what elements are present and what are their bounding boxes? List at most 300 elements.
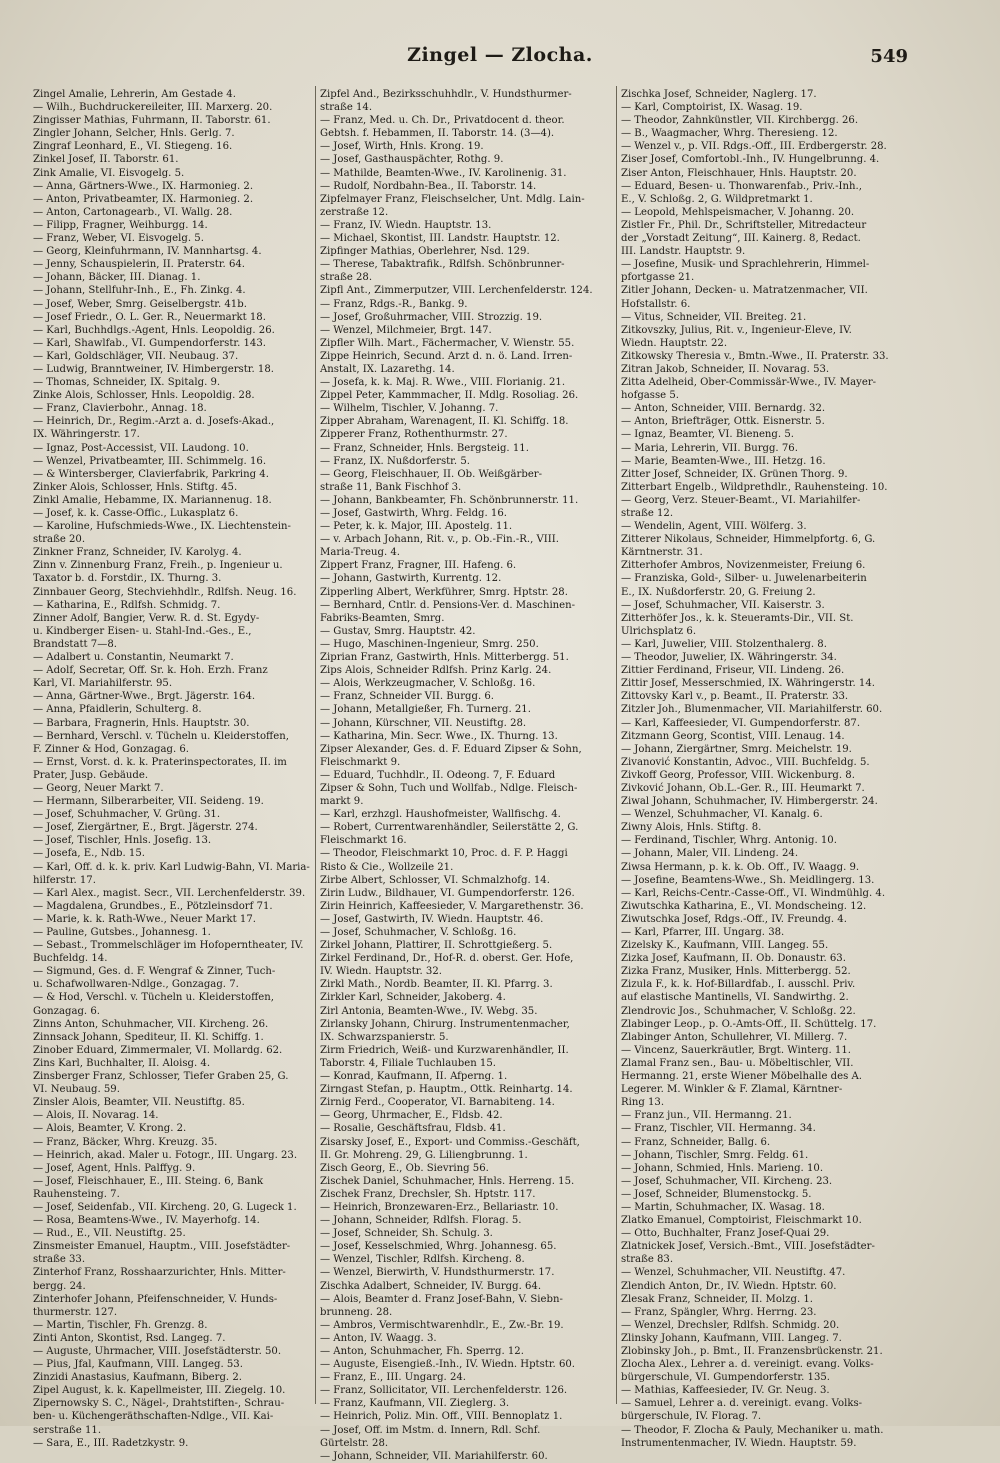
entry-column-2 [320,88,612,1462]
directory-entry-line: Zischka Adalbert, Schneider, IV. Burgg. 64. [320,1280,542,1292]
directory-entry-line: u. Schafwollwaren-Ndlge., Gonzagag. 7. [33,979,239,991]
directory-entry-line: — Johann, Schmied, Hnls. Marieng. 10. [621,1162,824,1174]
directory-entry-line: Fabriks-Beamten, Smrg. [320,612,445,624]
directory-entry-line: Zlendrovic Jos., Schuhmacher, V. Schloßg. 22. [621,1005,856,1017]
directory-entry-line: Zinker Alois, Schlosser, Hnls. Stiftg. 45. [33,481,238,493]
directory-entry-line: Zlabinger Leop., p. O.-Amts-Off., II. Schüttelg. 17. [621,1018,877,1030]
directory-entry-line: Zips Alois, Schneider Rdlfsh. Prinz Karlg. 24. [320,665,552,677]
directory-entry-line: — Johann, Schneider, Rdlfsh. Florag. 5. [320,1215,522,1227]
directory-entry-line: Zinti Anton, Skontist, Rsd. Langeg. 7. [33,1332,226,1344]
directory-entry-line: — Barbara, Fragnerin, Hnls. Hauptstr. 30. [33,717,250,729]
directory-entry-line: — Theodor, Juwelier, IX. Währingerstr. 34. [621,652,837,664]
directory-entry-line: — Adolf, Secretar, Off. Sr. k. Hoh. Erzh. Franz [33,665,268,677]
directory-entry-line: Zlocha Alex., Lehrer a. d. vereinigt. evang. Volks- [621,1359,874,1371]
directory-entry-line: Zitran Jakob, Schneider, II. Novarag. 53. [621,363,830,375]
directory-entry-line: — Franz, Schneider, Hnls. Bergsteig. 11. [320,442,529,454]
directory-entry-line: — Peter, k. k. Major, III. Apostelg. 11. [320,521,513,533]
directory-entry-line: Taborstr. 4, Filiale Tuchlauben 15. [320,1057,496,1069]
directory-entry-line: — Josef, Schuhmacher, V. Grüng. 31. [33,809,221,821]
directory-entry-line: — Therese, Tabaktrafik., Rdlfsh. Schönbrunner- [320,259,565,271]
directory-entry-line: — Johann, Gastwirth, Kurrentg. 12. [320,573,502,585]
directory-entry-line: Zittier Ferdinand, Friseur, VII. Lindeng. 26. [621,665,845,677]
directory-entry-line: — Ludwig, Branntweiner, IV. Himbergerstr. 18. [33,363,274,375]
directory-entry-line: — Katharina, Min. Secr. Wwe., IX. Thurng. 13. [320,730,558,742]
directory-entry-line: — Josef, Tischler, Hnls. Josefig. 13. [33,835,212,847]
directory-entry-line: — Josef, Gasthauspächter, Rothg. 9. [320,154,504,166]
directory-entry-line: — Franz, Kaufmann, VII. Zieglerg. 3. [320,1398,510,1410]
directory-entry-line: Zipernowsky S. C., Nägel-, Drahtstiften-, Schrau- [33,1398,285,1410]
directory-entry-line: Gonzagag. 6. [33,1005,100,1017]
directory-entry-line: Zizelsky K., Kaufmann, VIII. Langeg. 55. [621,940,829,952]
page-title: Zingel — Zlocha. [407,44,593,66]
directory-entry-line: Zirngast Stefan, p. Hauptm., Ottk. Reinhartg. 14. [320,1084,573,1096]
directory-entry-line: — Heinrich, Poliz. Min. Off., VIII. Bennoplatz 1. [320,1411,563,1423]
directory-entry-line: — Johann, Schneider, VII. Mariahilferstr. 60. [320,1450,548,1462]
directory-entry-line: — Alois, Beamter d. Franz Josef-Bahn, V. Siebn- [320,1293,563,1305]
directory-entry-line: Zipser Alexander, Ges. d. F. Eduard Zipser & Sohn, [320,743,582,755]
directory-entry-line: — Theodor, Zahnkünstler, VII. Kirchbergg. 26. [621,115,859,127]
directory-entry-line: — Martin, Schuhmacher, IX. Wasag. 18. [621,1201,825,1213]
directory-entry-line: — Josef, Schuhmacher, VII. Kircheng. 23. [621,1175,833,1187]
directory-entry-line: Zirbe Albert, Schlosser, VI. Schmalzhofg. 14. [320,874,550,886]
directory-entry-line: Zipfel And., Bezirksschuhhdlr., V. Hundsthurmer- [320,89,572,100]
directory-entry-line: — Josefa, E., Ndb. 15. [33,848,145,860]
directory-entry-line: Zizka Franz, Musiker, Hnls. Mitterbergg. 52. [621,966,851,978]
directory-entry-line: Zivanović Konstantin, Advoc., VIII. Buchfeldg. 5. [621,756,870,768]
directory-entry-line: — Pius, Jfal, Kaufmann, VIII. Langeg. 53. [33,1359,243,1371]
directory-entry-line: — Josef, Schneider, Blumenstockg. 5. [621,1188,812,1200]
page-number: 549 [870,46,908,67]
directory-entry-line: Zischka Josef, Schneider, Naglerg. 17. [621,89,817,100]
directory-entry-line: Zippe Heinrich, Secund. Arzt d. n. ö. Land. Irren- [320,350,573,362]
directory-entry-line: — Rud., E., VII. Neustiftg. 25. [33,1228,186,1240]
directory-entry-line: — Sebast., Trommelschläger im Hofoperntheater, IV. [33,940,304,952]
directory-entry-line: — Anton, Schneider, VIII. Bernardg. 32. [621,403,826,415]
directory-entry-line: — Sara, E., III. Radetzkystr. 9. [33,1437,189,1449]
directory-entry-line: Risto & Cie., Wollzeile 21. [320,861,454,873]
directory-entry-line: Zinsberger Franz, Schlosser, Tiefer Graben 25, G. [33,1071,289,1083]
directory-entry-line: — Josefa, k. k. Maj. R. Wwe., VIII. Florianig. 21. [320,377,566,389]
directory-entry-line: Zipperling Albert, Werkführer, Smrg. Hptstr. 28. [320,586,568,598]
directory-entry-line: Zipfelmayer Franz, Fleischselcher, Unt. Mdlg. Lain- [320,193,585,205]
directory-entry-line: Ziser Josef, Comfortobl.-Inh., IV. Hungelbrunng. 4. [621,154,880,166]
directory-entry-line: Zitterhofer Ambros, Novizenmeister, Freiung 6. [621,560,866,572]
directory-entry-line: — Wilhelm, Tischler, V. Johanng. 7. [320,403,499,415]
directory-entry-line: straße 20. [33,534,86,546]
directory-entry-line: — Franz jun., VII. Hermanng. 21. [621,1110,792,1122]
directory-entry-line: — Eduard, Besen- u. Thonwarenfab., Priv.-Inh., [621,180,862,192]
directory-entry-line: Zlesak Franz, Schneider, II. Molzg. 1. [621,1293,814,1305]
directory-entry-line: Zinzidi Anastasius, Kaufmann, Biberg. 2. [33,1372,242,1384]
directory-entry-line: Zisch Georg, E., Ob. Sievring 56. [320,1162,489,1174]
directory-entry-line: — Vitus, Schneider, VII. Breiteg. 21. [621,311,807,323]
directory-entry-line: Zittir Josef, Messerschmied, IX. Währingerstr. 14. [621,678,875,690]
directory-entry-line: Zlobinsky Joh., p. Bmt., II. Franzensbrückenstr. 21. [621,1346,883,1357]
directory-entry-line: Zirin Ludw., Bildhauer, VI. Gumpendorferstr. 126. [320,887,575,899]
directory-entry-line: Hermanng. 21, erste Wiener Möbelhalle des A. [621,1071,863,1083]
directory-entry-line: Zivkoff Georg, Professor, VIII. Wickenburg. 8. [621,769,855,781]
directory-entry-line: Anstalt, IX. Lazarethg. 14. [320,363,455,375]
directory-entry-line: Zizula F., k. k. Hof-Billardfab., I. ausschl. Priv. [621,979,856,991]
directory-entry-line: — Josef, k. k. Casse-Offic., Lukasplatz 6. [33,508,239,519]
directory-entry-line: Zipper Abraham, Warenagent, II. Kl. Schiffg. 18. [320,416,569,428]
directory-entry-line: — Otto, Buchhalter, Franz Josef-Quai 29. [621,1228,830,1240]
directory-entry-line: — Anton, Privatbeamter, IX. Harmonieg. 2. [33,193,254,205]
directory-entry-line: — Thomas, Schneider, IX. Spitalg. 9. [33,377,221,389]
directory-entry-line: F. Zinner & Hod, Gonzagag. 6. [33,743,190,755]
directory-entry-line: u. Kindberger Eisen- u. Stahl-Ind.-Ges., E., [33,625,252,637]
directory-entry-line: — v. Arbach Johann, Rit. v., p. Ob.-Fin.-R., VIII. [320,534,559,546]
directory-entry-line: Hofstallstr. 6. [621,298,691,310]
directory-entry-line: Zinns Anton, Schuhmacher, VII. Kircheng. 26. [33,1018,269,1030]
directory-entry-line: — Katharina, E., Rdlfsh. Schmidg. 7. [33,599,221,611]
directory-entry-line: — Rosalie, Geschäftsfrau, Fldsb. 41. [320,1123,506,1135]
directory-entry-line: Zinn v. Zinnenburg Franz, Freih., p. Ingenieur u. [33,560,283,572]
directory-entry-line: — Wilh., Buchdruckereileiter, III. Marxerg. 20. [33,102,273,114]
directory-entry-line: bürgerschule, VI. Gumpendorferstr. 135. [621,1372,831,1384]
directory-entry-line: — Vincenz, Sauerkräutler, Brgt. Winterg. 11. [621,1044,851,1056]
directory-entry-line: — Josefine, Beamtens-Wwe., Sh. Meidlingerg. 13. [621,874,875,886]
directory-entry-line: — Karl, Comptoirist, IX. Wasag. 19. [621,102,803,114]
directory-entry-line: Zinterhof Franz, Rosshaarzurichter, Hnls. Mitter- [33,1267,286,1279]
directory-entry-line: — Wendelin, Agent, VIII. Wölferg. 3. [621,521,807,533]
directory-entry-line: Zippert Franz, Fragner, III. Hafeng. 6. [320,560,517,572]
directory-entry-line: Brandstatt 7—8. [33,638,117,650]
directory-entry-line: Zinnsack Johann, Spediteur, II. Kl. Schiffg. 1. [33,1031,264,1043]
directory-entry-line: — & Wintersberger, Clavierfabrik, Parkring 4. [33,468,269,480]
directory-entry-line: Zizka Josef, Kaufmann, II. Ob. Donaustr. 63. [621,953,846,965]
directory-entry-line: — Ernst, Vorst. d. k. k. Praterinspectorates, II. im [33,756,287,768]
directory-entry-line: — Josef, Großuhrmacher, VIII. Strozzig. 19. [320,311,543,323]
directory-entry-line: — Eduard, Tuchhdlr., II. Odeong. 7, F. Eduard [320,769,556,781]
directory-entry-line: — Karl, Goldschläger, VII. Neubaug. 37. [33,350,239,362]
directory-entry-line: — Leopold, Mehlspeismacher, V. Johanng. 20. [621,206,855,218]
directory-entry-line: — Rudolf, Nordbahn-Bea., II. Taborstr. 14. [320,180,537,192]
directory-entry-line: — Johann, Stellfuhr-Inh., E., Fh. Zinkg. 4. [33,285,246,297]
directory-entry-line: — Anna, Pfaidlerin, Schulterg. 8. [33,704,202,716]
directory-entry-line: hofgasse 5. [621,390,679,402]
directory-entry-line: Zingraf Leonhard, E., VI. Stiegeng. 16. [33,141,233,153]
directory-entry-line: Taxator b. d. Forstdir., IX. Thurng. 3. [33,573,222,585]
directory-entry-line: Karl, VI. Mariahilferstr. 95. [33,678,173,690]
directory-entry-line: Zipperer Franz, Rothenthurmstr. 27. [320,429,508,441]
directory-entry-line: — Josef, Seidenfab., VII. Kircheng. 20, G. Lugeck 1. [33,1201,297,1213]
directory-entry-line: — B., Waagmacher, Whrg. Theresieng. 12. [621,128,838,140]
directory-entry-line: — Josef, Schneider, Sh. Schulg. 3. [320,1228,493,1240]
directory-entry-line: Zinkner Franz, Schneider, IV. Karolyg. 4. [33,547,242,559]
directory-entry-line: hilferstr. 17. [33,874,96,886]
directory-entry-line: — Georg, Verz. Steuer-Beamt., VI. Mariahilfer- [621,494,861,506]
directory-entry-line: Ring 13. [621,1097,665,1109]
directory-entry-line: II. Gr. Mohreng. 29, G. Liliengbrunng. 1. [320,1149,528,1161]
directory-entry-line: Zlendich Anton, Dr., IV. Wiedn. Hptstr. 60. [621,1280,837,1292]
directory-entry-line: Zinsler Alois, Beamter, VII. Neustiftg. 85. [33,1097,245,1109]
directory-entry-line: — Alois, Beamter, V. Krong. 2. [33,1123,187,1135]
directory-entry-line: — Auguste, Eisengieß.-Inh., IV. Wiedn. Hptstr. 60. [320,1359,576,1371]
directory-entry-line: — Johann, Bäcker, III. Dianag. 1. [33,272,201,284]
directory-entry-line: — Hermann, Silberarbeiter, VII. Seideng. 19. [33,796,264,808]
directory-entry-line: Zitzler Joh., Blumenmacher, VII. Mariahilferstr. 60. [621,704,883,716]
directory-entry-line: Zischek Franz, Drechsler, Sh. Hptstr. 117. [320,1188,536,1200]
directory-entry-line: — Theodor, F. Zlocha & Pauly, Mechaniker u. math. [621,1424,884,1436]
directory-entry-line: Zingel Amalie, Lehrerin, Am Gestade 4. [33,89,236,100]
directory-entry-line: — Josef, Wirth, Hnls. Krong. 19. [320,141,484,153]
directory-entry-line: — Franziska, Gold-, Silber- u. Juwelenarbeiterin [621,573,867,585]
directory-entry-line: Zitterbart Engelb., Wildprethdlr., Rauhensteing. 10. [621,481,888,493]
directory-entry-line: markt 9. [320,796,364,808]
directory-entry-line: III. Landstr. Hauptstr. 9. [621,246,746,258]
directory-entry-line: Zitterhöfer Jos., k. k. Steueramts-Dir., VII. St. [621,612,854,624]
directory-entry-line: Instrumentenmacher, IV. Wiedn. Hauptstr. 59. [621,1437,857,1449]
directory-entry-line: — Karl, Shawlfab., VI. Gumpendorferstr. 143. [33,337,266,349]
directory-entry-line: Ulrichsplatz 6. [621,625,697,637]
directory-entry-line: — Marie, Beamten-Wwe., III. Hetzg. 16. [621,455,826,467]
directory-entry-line: Gürtelstr. 28. [320,1437,389,1449]
directory-entry-line: Zipfinger Mathias, Oberlehrer, Nsd. 129. [320,246,530,258]
entry-column-1 [33,88,310,1449]
directory-entry-line: — Franz, Spängler, Whrg. Herrng. 23. [621,1306,817,1318]
directory-entry-line: — Josef, Off. im Mstm. d. Innern, Rdl. Schf. [320,1424,541,1436]
directory-entry-line: — Jenny, Schauspielerin, II. Praterstr. 64. [33,259,246,271]
directory-entry-line: — Hugo, Maschinen-Ingenieur, Smrg. 250. [320,638,539,650]
directory-entry-line: — Karl, erzhzgl. Haushofmeister, Wallfischg. 4. [320,809,561,821]
directory-entry-line: — Robert, Currentwarenhändler, Seilerstätte 2, G. [320,822,579,834]
directory-entry-line: — Josefine, Musik- und Sprachlehrerin, Himmel- [621,259,870,271]
directory-entry-line: — Adalbert u. Constantin, Neumarkt 7. [33,652,234,664]
directory-entry-line: Zingler Johann, Selcher, Hnls. Gerlg. 7. [33,128,235,140]
directory-entry-line: Zinsmeister Emanuel, Hauptm., VIII. Josefstädter- [33,1241,291,1253]
directory-entry-line: — Franz, Med. u. Ch. Dr., Privatdocent d. theor. [320,115,565,127]
directory-entry-line: IV. Wiedn. Hauptstr. 32. [320,966,442,978]
directory-entry-line: Ziwutschka Josef, Rdgs.-Off., IV. Freundg. 4. [621,913,847,925]
directory-entry-line: — Heinrich, Dr., Regim.-Arzt a. d. Josefs-Akad., [33,416,275,428]
directory-entry-line: Zlatko Emanuel, Comptoirist, Fleischmarkt 10. [621,1215,862,1227]
directory-entry-line: Zinke Alois, Schlosser, Hnls. Leopoldig. 28. [33,390,255,402]
directory-entry-line: — Karl, Juwelier, VIII. Stolzenthalerg. 8. [621,638,827,650]
directory-entry-line: — Karl, Off. d. k. k. priv. Karl Ludwig-Bahn, VI. Maria- [33,861,310,873]
directory-entry-line: — Mathilde, Beamten-Wwe., IV. Karolinenig. 31. [320,167,567,179]
directory-entry-line: Zischek Daniel, Schuhmacher, Hnls. Herreng. 15. [320,1175,575,1187]
directory-entry-line: — Josef, Gastwirth, IV. Wiedn. Hauptstr. 46. [320,913,544,925]
directory-entry-line: — Johann, Maler, VII. Lindeng. 24. [621,848,799,860]
directory-entry-line: — Franz, Sollicitator, VII. Lerchenfelderstr. 126. [320,1385,568,1397]
directory-entry-line: Gebtsh. f. Hebammen, II. Taborstr. 14. (3—4). [320,128,555,140]
directory-entry-line: — Alois, II. Novarag. 14. [33,1110,159,1122]
directory-entry-line: — Gustav, Smrg. Hauptstr. 42. [320,625,476,637]
directory-entry-line: — Karl Alex., magist. Secr., VII. Lerchenfelderstr. 39. [33,887,306,899]
directory-entry-line: — Theodor, Fleischmarkt 10, Proc. d. F. P. Haggi [320,848,568,860]
directory-entry-line: — & Hod, Verschl. v. Tücheln u. Kleiderstoffen, [33,992,274,1004]
directory-entry-line: — Wenzel, Bierwirth, V. Hundsthurmerstr. 17. [320,1267,555,1279]
directory-entry-line: Zitter Josef, Schneider, IX. Grünen Thorg. 9. [621,468,848,480]
directory-entry-line: Zipser & Sohn, Tuch und Wollfab., Ndlge. Fleisch- [320,782,578,794]
directory-entry-line: — Johann, Metallgießer, Fh. Turnerg. 21. [320,704,531,716]
directory-entry-line: — Georg, Fleischhauer, II. Ob. Weißgärber- [320,468,543,480]
directory-entry-line: — Wenzel, Schuhmacher, VII. Neustiftg. 47. [621,1267,846,1279]
directory-entry-line: Ziprian Franz, Gastwirth, Hnls. Mitterbergg. 51. [320,652,569,664]
directory-entry-line: — Filipp, Fragner, Weihburgg. 14. [33,219,208,231]
directory-entry-line: Zingisser Mathias, Fuhrmann, II. Taborstr. 61. [33,115,271,127]
directory-entry-line: — Karl, Buchhdlgs.-Agent, Hnls. Leopoldig. 26. [33,324,275,336]
directory-entry-line: Ziwutschka Katharina, E., VI. Mondscheing. 12. [621,900,867,912]
directory-entry-line: Zipfl Ant., Zimmerputzer, VIII. Lerchenfelderstr. 124. [320,285,593,297]
directory-entry-line: Zinner Adolf, Bangier, Verw. R. d. St. Egydy- [33,612,260,624]
directory-entry-line: Prater, Jusp. Gebäude. [33,769,149,781]
directory-entry-line: — Josef, Gastwirth, Whrg. Feldg. 16. [320,508,507,519]
directory-entry-line: — Magdalena, Grundbes., E., Pötzleinsdorf 71. [33,900,273,912]
directory-entry-line: Ziwsa Hermann, p. k. k. Ob. Off., IV. Waagg. 9. [621,861,860,873]
directory-entry-line: — Pauline, Gutsbes., Johannesg. 1. [33,927,211,938]
directory-entry-line: Zitkovszky, Julius, Rit. v., Ingenieur-Eleve, IV. [621,324,852,336]
directory-entry-line: straße 33. [33,1254,86,1266]
directory-entry-line: straße 11, Bank Fischhof 3. [320,481,462,493]
directory-entry-line: Zitler Johann, Decken- u. Matratzenmacher, VII. [621,285,868,297]
directory-entry-line: — Sigmund, Ges. d. F. Wengraf & Zinner, Tuch- [33,966,276,978]
directory-entry-line: Fleischmarkt 16. [320,835,407,847]
directory-entry-line: — Karl, Reichs-Centr.-Casse-Off., VI. Windmühlg. 4. [621,887,886,899]
directory-entry-line: Zistler Fr., Phil. Dr., Schriftsteller, Mitredacteur [621,219,867,231]
directory-entry-line: — Georg, Kleinfuhrmann, IV. Mannhartsg. 4. [33,246,262,258]
directory-entry-line: thurmerstr. 127. [33,1306,118,1318]
directory-entry-line: — Marie, k. k. Rath-Wwe., Neuer Markt 17. [33,913,256,925]
directory-entry-line: Fleischmarkt 9. [320,756,401,768]
directory-entry-line: — Franz, Bäcker, Whrg. Kreuzg. 35. [33,1136,218,1148]
directory-entry-line: — Josef, Ziergärtner, E., Brgt. Jägerstr. 274. [33,822,258,834]
directory-entry-line: bürgerschule, IV. Florag. 7. [621,1411,762,1423]
directory-entry-line: — Franz, Schneider VII. Burgg. 6. [320,691,495,703]
directory-entry-line: — Karl, Pfarrer, III. Ungarg. 38. [621,927,785,938]
directory-entry-line: Zisarsky Josef, E., Export- und Commiss.-Geschäft, [320,1136,580,1148]
directory-entry-line: — Samuel, Lehrer a. d. vereinigt. evang. Volks- [621,1398,863,1410]
directory-entry-line: — Karoline, Hufschmieds-Wwe., IX. Liechtenstein- [33,521,291,533]
directory-entry-line: Zinnbauer Georg, Stechviehhdlr., Rdlfsh. Neug. 16. [33,586,297,598]
directory-entry-line: Zlamal Franz sen., Bau- u. Möbeltischler, VII. [621,1057,854,1069]
directory-entry-line: Wiedn. Hauptstr. 22. [621,337,728,349]
directory-entry-line: Zitta Adelheid, Ober-Commissär-Wwe., IV. Mayer- [621,377,877,389]
directory-entry-line: Legerer. M. Winkler & F. Zlamal, Kärntner- [621,1084,843,1096]
directory-entry-line: — Franz, IV. Wiedn. Hauptstr. 13. [320,219,492,231]
column-divider [315,86,316,1404]
directory-entry-line: — Wenzel, Milchmeier, Brgt. 147. [320,324,492,336]
directory-entry-line: Zlinsky Johann, Kaufmann, VIII. Langeg. 7. [621,1332,842,1344]
directory-entry-line: — Franz, Schneider, Ballg. 6. [621,1136,771,1148]
directory-entry-line: — Wenzel v., p. VII. Rdgs.-Off., III. Erdbergerstr. 28. [621,141,887,153]
directory-entry-line: — Ignaz, Post-Accessist, VII. Laudong. 10. [33,442,249,454]
directory-entry-line: Zirin Heinrich, Kaffeesieder, V. Margarethenstr. 36. [320,900,584,912]
directory-entry-line: — Johann, Tischler, Smrg. Feldg. 61. [621,1149,809,1161]
directory-entry-line: — Anna, Gärtners-Wwe., IX. Harmonieg. 2. [33,180,254,192]
directory-entry-line: serstraße 11. [33,1424,102,1436]
directory-entry-line: Zinterhofer Johann, Pfeifenschneider, V. Hunds- [33,1293,278,1305]
directory-entry-line: — Anton, Cartonagearb., VI. Wallg. 28. [33,206,233,218]
directory-entry-line: — Josef, Schuhmacher, VII. Kaiserstr. 3. [621,599,825,611]
directory-entry-line: Maria-Treug. 4. [320,547,401,559]
directory-entry-line: Zlatnickek Josef, Versich.-Bmt., VIII. Josefstädter- [621,1241,875,1253]
directory-entry-line: Zipel August, k. k. Kapellmeister, III. Ziegelg. 10. [33,1385,286,1397]
directory-entry-line: — Maria, Lehrerin, VII. Burgg. 76. [621,442,798,454]
directory-entry-line: — Wenzel, Schuhmacher, VI. Kanalg. 6. [621,809,823,821]
directory-entry-line: — Mathias, Kaffeesieder, IV. Gr. Neug. 3. [621,1385,830,1397]
directory-entry-line: — Konrad, Kaufmann, II. Afperng. 1. [320,1071,508,1083]
directory-entry-line: straße 14. [320,102,373,114]
directory-entry-line: — Bernhard, Cntlr. d. Pensions-Ver. d. Maschinen- [320,599,576,611]
directory-entry-line: — Ignaz, Beamter, VI. Bieneng. 5. [621,429,794,441]
directory-entry-line: Zinkl Amalie, Hebamme, IX. Mariannenug. 18. [33,494,272,506]
directory-entry-line: bergg. 24. [33,1280,86,1292]
directory-entry-line: — Georg, Neuer Markt 7. [33,782,164,794]
directory-entry-line: — Rosa, Beamtens-Wwe., IV. Mayerhofg. 14. [33,1215,260,1227]
directory-entry-line: Zipfler Wilh. Mart., Fächermacher, V. Wienstr. 55. [320,337,575,349]
directory-entry-line: — Martin, Tischler, Fh. Grenzg. 8. [33,1319,208,1331]
directory-entry-line: — Franz, Rdgs.-R., Bankg. 9. [320,298,468,310]
column-divider [616,86,617,1404]
directory-entry-line: Ziwny Alois, Hnls. Stiftg. 8. [621,822,762,834]
directory-entry-line: Zittovsky Karl v., p. Beamt., II. Praterstr. 33. [621,691,849,703]
directory-entry-line: IX. Schwarzspanierstr. 5. [320,1031,449,1043]
directory-entry-line: — Johann, Ziergärtner, Smrg. Meichelstr. 19. [621,743,852,755]
directory-entry-line: Zirm Friedrich, Weiß- und Kurzwarenhändler, II. [320,1044,569,1056]
directory-entry-line: straße 28. [320,272,373,284]
directory-entry-line: der „Vorstadt Zeitung“, III. Kainerg. 8, Redact. [621,233,861,245]
directory-entry-line: Ziser Anton, Fleischhauer, Hnls. Hauptstr. 20. [621,167,857,179]
directory-entry-line: Ziwal Johann, Schuhmacher, IV. Himbergerstr. 24. [621,796,878,808]
directory-entry-line: — Wenzel, Tischler, Rdlfsh. Kircheng. 8. [320,1254,525,1266]
directory-entry-line: — Josef, Agent, Hnls. Palffyg. 9. [33,1162,196,1174]
entry-column-3 [621,88,909,1449]
directory-entry-line: zerstraße 12. [320,206,389,218]
directory-entry-line: Rauhensteing. 7. [33,1188,120,1200]
directory-entry-line: straße 83. [621,1254,674,1266]
directory-entry-line: Zirkl Math., Nordb. Beamter, II. Kl. Pfarrg. 3. [320,979,553,991]
directory-entry-line: straße 12. [621,508,674,519]
directory-entry-line: — Johann, Kürschner, VII. Neustiftg. 28. [320,717,527,729]
directory-entry-line: — Josef, Kesselschmied, Whrg. Johannesg. 65. [320,1241,557,1253]
directory-entry-line: Zlabinger Anton, Schullehrer, VI. Millerg. 7. [621,1031,848,1043]
directory-entry-line: — Bernhard, Verschl. v. Tücheln u. Kleiderstoffen, [33,730,289,742]
directory-entry-line: — Josef, Schuhmacher, V. Schloßg. 16. [320,927,517,938]
directory-entry-line: Zirnig Ferd., Cooperator, VI. Barnabiteng. 14. [320,1097,555,1109]
directory-entry-line: — Franz, Tischler, VII. Hermanng. 34. [621,1123,816,1135]
directory-entry-line: — Franz, Weber, VI. Eisvogelg. 5. [33,233,204,245]
directory-entry-line: Buchfeldg. 14. [33,953,108,965]
directory-entry-line: Zitterer Nikolaus, Schneider, Himmelpfortg. 6, G. [621,534,876,546]
directory-entry-line: — Franz, IX. Nußdorferstr. 5. [320,455,470,467]
directory-entry-line: Zirkel Ferdinand, Dr., Hof-R. d. oberst. Ger. Hofe, [320,953,574,965]
directory-entry-line: — Anton, Briefträger, Ottk. Eisnerstr. 5. [621,416,825,428]
directory-entry-line: Kärntnerstr. 31. [621,547,703,559]
directory-entry-line: — Anna, Gärtner-Wwe., Brgt. Jägerstr. 164. [33,691,256,703]
directory-entry-line: IX. Währingerstr. 17. [33,429,140,441]
directory-entry-line: — Franz, E., III. Ungarg. 24. [320,1372,466,1384]
directory-entry-line: — Heinrich, Bronzewaren-Erz., Bellariastr. 10. [320,1201,559,1213]
directory-entry-line: Zirlansky Johann, Chirurg. Instrumentenmacher, [320,1018,570,1030]
directory-entry-line: Zins Karl, Buchhalter, II. Aloisg. 4. [33,1057,211,1069]
directory-entry-line: Zinkel Josef, II. Taborstr. 61. [33,154,179,166]
directory-entry-line: VI. Neubaug. 59. [33,1084,120,1096]
directory-entry-line: Zippel Peter, Kammmacher, II. Mdlg. Rosoliag. 26. [320,390,579,402]
directory-entry-line: — Josef, Weber, Smrg. Geiselbergstr. 41b. [33,298,247,310]
directory-entry-line: auf elastische Mantinells, VI. Sandwirthg. 2. [621,992,849,1004]
directory-entry-line: E., V. Schloßg. 2, G. Wildpretmarkt 1. [621,193,813,205]
directory-entry-line: — Karl, Kaffeesieder, VI. Gumpendorferstr. 87. [621,717,861,729]
directory-entry-line: Zinober Eduard, Zimmermaler, VI. Mollardg. 62. [33,1044,283,1056]
directory-entry-line: — Wenzel, Privatbeamter, III. Schimmelg. 16. [33,455,267,467]
directory-entry-line: — Anton, Schuhmacher, Fh. Sperrg. 12. [320,1346,524,1357]
directory-entry-line: Zivković Johann, Ob.L.-Ger. R., III. Heumarkt 7. [621,782,865,794]
directory-entry-line: — Georg, Uhrmacher, E., Fldsb. 42. [320,1110,503,1122]
directory-entry-line: brunneng. 28. [320,1306,393,1318]
directory-entry-line: — Heinrich, akad. Maler u. Fotogr., III. Ungarg. 23. [33,1149,298,1161]
